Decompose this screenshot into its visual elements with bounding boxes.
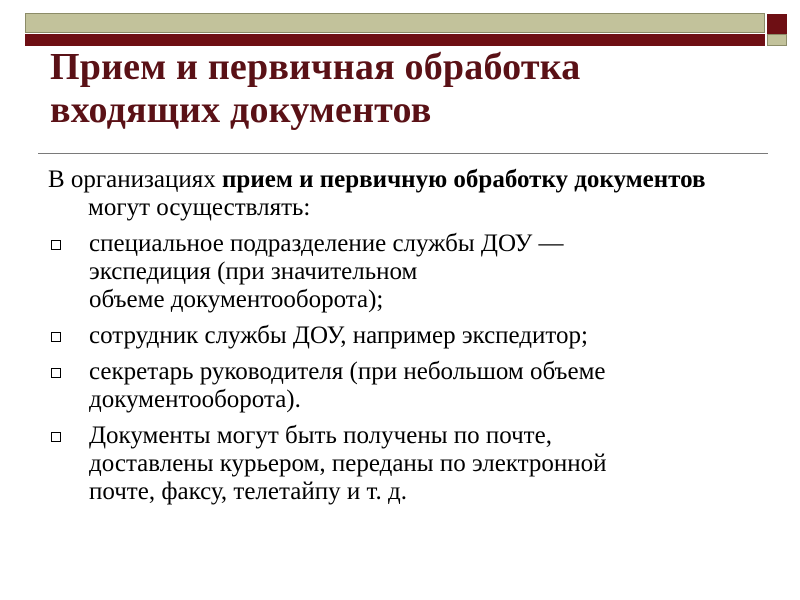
slide-body (48, 166, 763, 514)
bullet-line: сотрудник службы ДОУ, например экспедитор; (89, 322, 588, 349)
bullet-line: секретарь руководителя (при небольшом объеме (89, 358, 606, 385)
hollow-square-bullet-icon (51, 432, 61, 442)
bullet-item (48, 358, 763, 414)
bullet-item (48, 422, 763, 506)
hollow-square-bullet-icon (51, 332, 61, 342)
bullet-list (48, 230, 763, 506)
hollow-square-bullet-icon (51, 240, 61, 250)
header-maroon-bar (25, 34, 765, 46)
bullet-item (48, 230, 763, 314)
bullet-item (48, 322, 763, 350)
bullet-line: специальное подразделение службы ДОУ — (89, 230, 564, 257)
title-divider (38, 153, 768, 154)
intro-suffix: могут осуществлять: (88, 194, 311, 221)
bullet-line: объеме документооборота); (89, 286, 384, 313)
intro-bold: прием и первичную обработку документов (222, 166, 706, 193)
header-olive-bar (25, 13, 765, 33)
title-line-2: входящих документов (50, 89, 432, 131)
bullet-line: документооборота). (89, 386, 301, 413)
hollow-square-bullet-icon (51, 368, 61, 378)
slide-title (50, 46, 770, 132)
bullet-line: Документы могут быть получены по почте, (89, 422, 552, 449)
intro-prefix: В организациях (48, 166, 223, 193)
intro-paragraph (48, 166, 763, 222)
bullet-line: экспедиция (при значительном (89, 258, 418, 285)
header-maroon-square (767, 14, 787, 34)
bullet-line: почте, факсу, телетайпу и т. д. (89, 478, 407, 505)
bullet-line: доставлены курьером, переданы по электронной (89, 450, 607, 477)
title-line-1: Прием и первичная обработка (50, 46, 581, 88)
header-olive-square (767, 34, 787, 46)
